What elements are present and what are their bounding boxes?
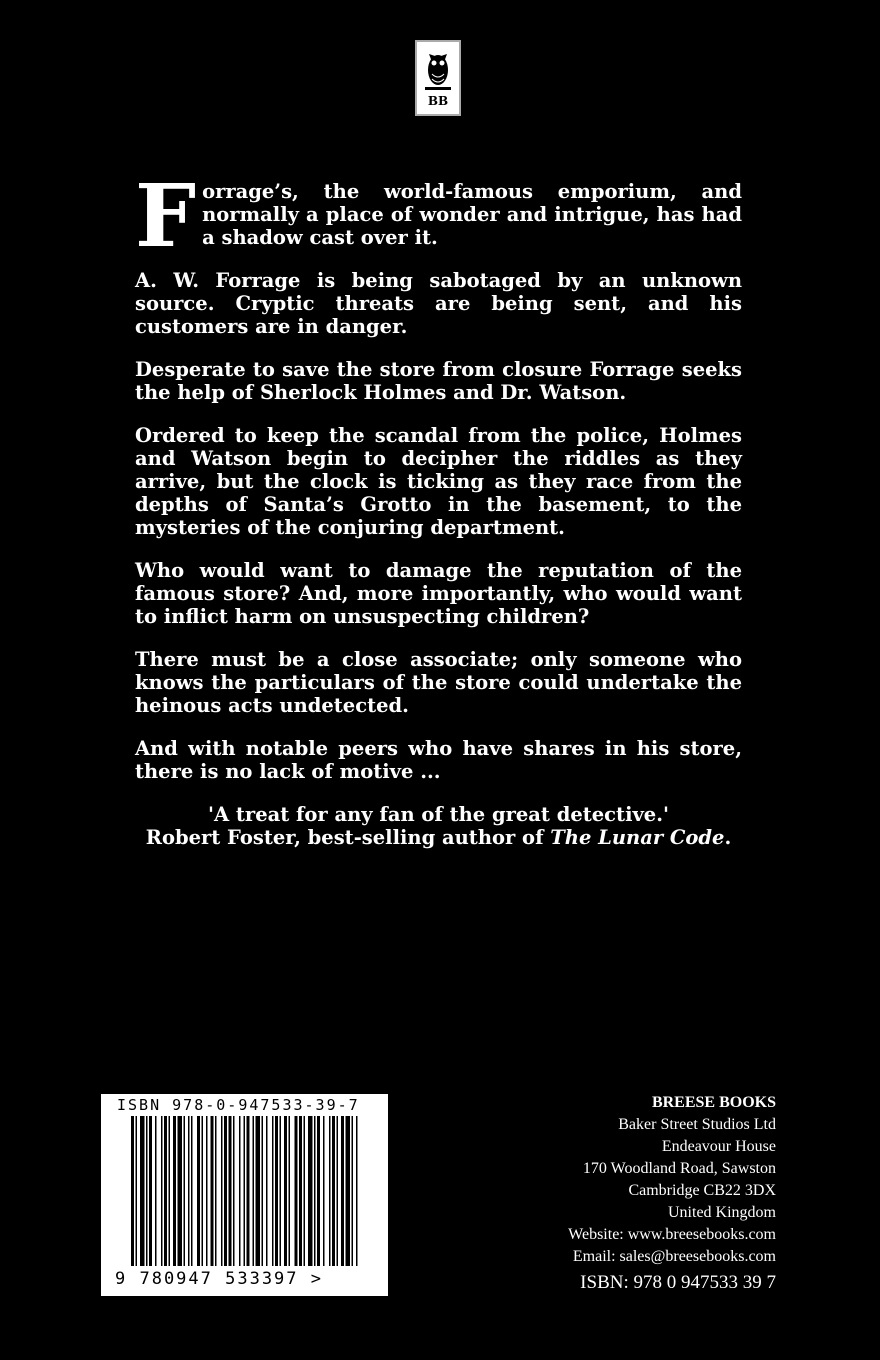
blurb-paragraph-7: And with notable peers who have shares in his store, there is no lack of motive ...: [135, 737, 742, 783]
publisher-logo: [415, 40, 461, 116]
attribution-suffix: .: [724, 826, 732, 849]
publisher-address-line: 170 Woodland Road, Sawston: [582, 1160, 776, 1177]
publisher-info: [456, 1092, 776, 1294]
attribution-prefix: Robert Foster, best-selling author of: [145, 826, 551, 849]
blurb-paragraph-6: There must be a close associate; only someone who knows the particulars of the store could undertake the heinous acts undetected.: [135, 648, 742, 717]
owl-icon: [417, 42, 459, 94]
barcode-isbn-label: ISBN 978-0-947533-39-7: [117, 1096, 360, 1114]
quote-text: 'A treat for any fan of the great detective.': [208, 803, 669, 826]
blurb-paragraph-5: Who would want to damage the reputation of the famous store? And, more importantly, who would want to inflict harm on unsuspecting children?: [135, 559, 742, 628]
logo-text: BB: [427, 94, 449, 108]
barcode-digits: 9 780947 533397 >: [115, 1269, 323, 1289]
blurb-paragraph-3: Desperate to save the store from closure Forrage seeks the help of Sherlock Holmes and Dr. Watson.: [135, 358, 742, 404]
isbn-barcode: [101, 1094, 388, 1296]
blurb-paragraph-1: [135, 166, 742, 267]
drop-cap: F: [135, 166, 197, 267]
blurb-paragraph-2: A. W. Forrage is being sabotaged by an unknown source. Cryptic threats are being sent, and his customers are in danger.: [135, 269, 742, 338]
publisher-address-line: Cambridge CB22 3DX: [628, 1182, 776, 1199]
blurb: [135, 166, 742, 849]
quote-attribution: [135, 826, 742, 849]
publisher-email[interactable]: Email: sales@breesebooks.com: [572, 1248, 776, 1265]
review-quote: [135, 803, 742, 849]
publisher-address-line: Baker Street Studios Ltd: [618, 1116, 776, 1133]
barcode-bars: [131, 1116, 361, 1268]
publisher-name: BREESE BOOKS: [651, 1094, 776, 1111]
publisher-address-line: Endeavour House: [661, 1138, 776, 1155]
publisher-website[interactable]: Website: www.breesebooks.com: [568, 1226, 776, 1243]
blurb-text-1: orrage’s, the world-famous emporium, and normally a place of wonder and intrigue, has had a shadow cast over it.: [202, 180, 742, 249]
publisher-isbn: ISBN: 978 0 947533 39 7: [580, 1272, 776, 1293]
attribution-book-title: The Lunar Code: [550, 826, 725, 849]
publisher-address-line: United Kingdom: [668, 1204, 776, 1221]
blurb-paragraph-4: Ordered to keep the scandal from the police, Holmes and Watson begin to decipher the riddles as they arrive, but the clock is ticking as they race from the depths of Santa’s Grotto in the basement, to the mysteries of the conjuring department.: [135, 424, 742, 539]
